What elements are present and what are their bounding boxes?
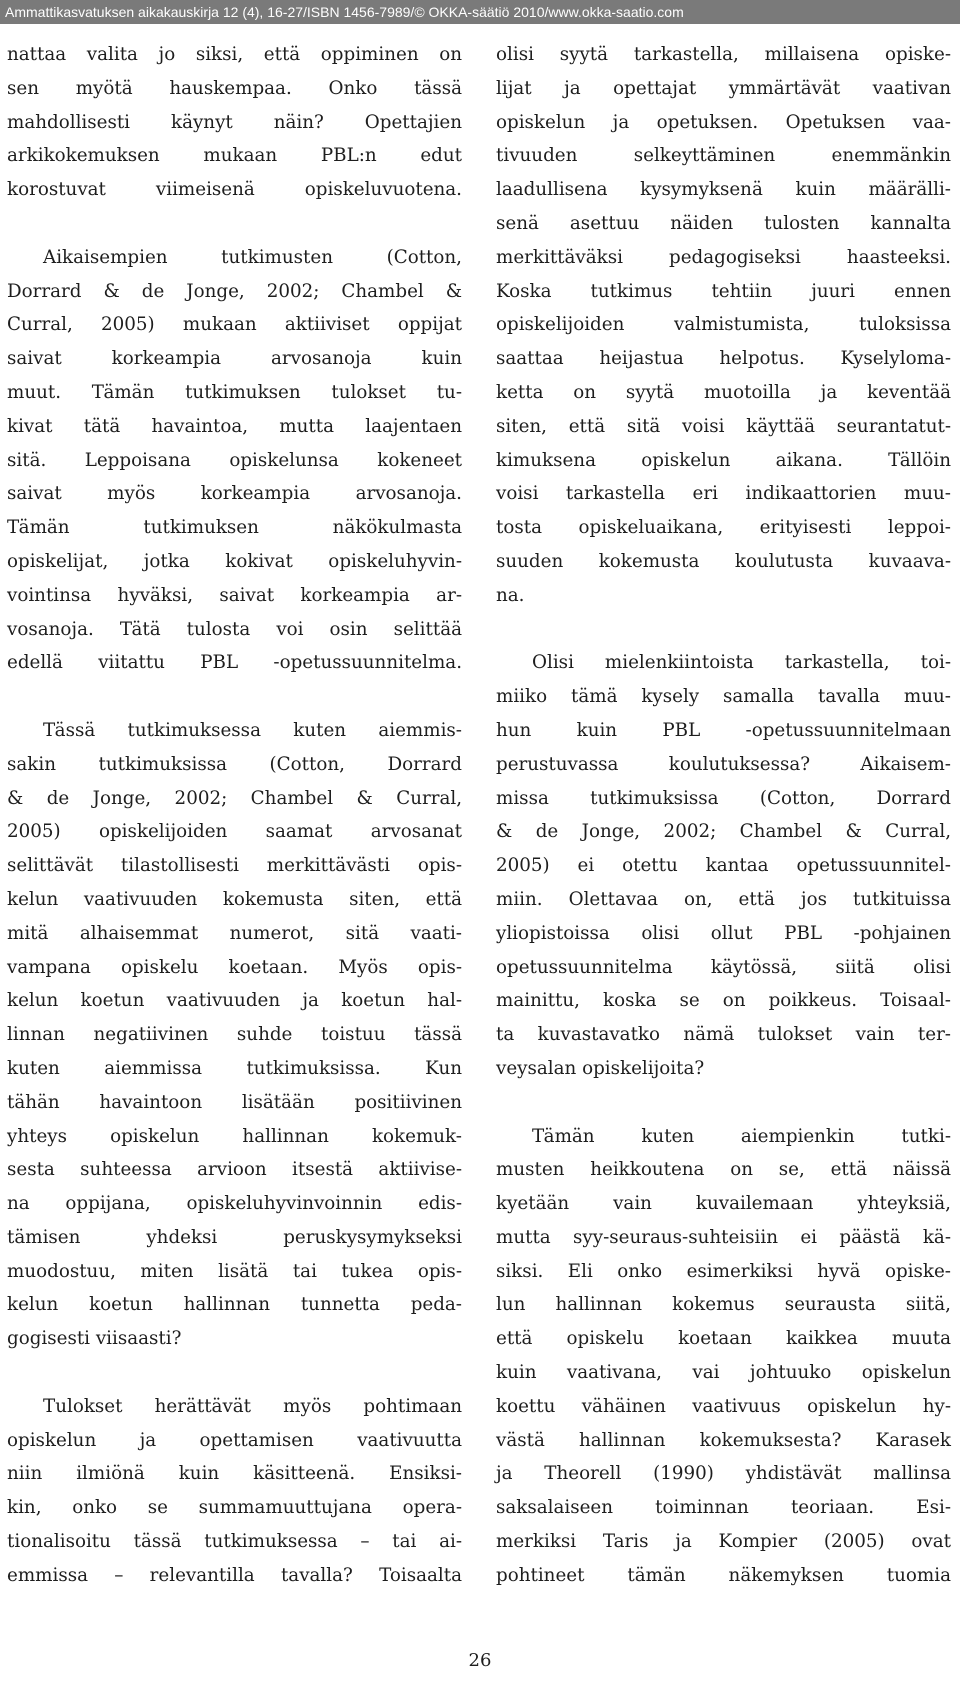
text-line: miiko tämä kysely samalla tavalla muu-	[496, 686, 951, 708]
text-line: saattaa heijastua helpotus. Kyselyloma-	[496, 348, 951, 370]
text-line: Curral, 2005) mukaan aktiiviset oppijat	[7, 314, 462, 336]
text-line: sitä. Leppoisana opiskelunsa kokeneet	[7, 449, 462, 471]
text-line: siten, että sitä voisi käyttää seurantatut-	[496, 415, 951, 437]
text-line: kin, onko se summamuuttujana opera-	[7, 1497, 462, 1519]
text-line: mutta syy-seuraus-suhteisiin ei päästä kä-	[496, 1226, 951, 1248]
text-line: na.	[496, 584, 525, 606]
text-line: voisi tarkastella eri indikaattorien muu-	[496, 483, 951, 505]
text-line: saivat korkeampia arvosanoja kuin	[7, 348, 462, 370]
text-line: na oppijana, opiskeluhyvinvoinnin edis-	[7, 1193, 462, 1215]
text-line: Tämän kuten aiempienkin tutki-	[532, 1125, 951, 1147]
text-line: kelun koetun vaativuuden ja koetun hal-	[7, 990, 462, 1012]
text-line: suuden kokemusta koulutusta kuvaava-	[496, 550, 951, 572]
text-line: yliopistoissa olisi ollut PBL -pohjainen	[496, 922, 951, 944]
paragraph-right-3	[496, 1120, 951, 1593]
text-line: perustuvassa koulutuksessa? Aikaisem-	[496, 753, 951, 775]
text-line: opiskelijat, jotka kokivat opiskeluhyvin-	[7, 550, 462, 572]
text-line: selittävät tilastollisesti merkittävästi opis-	[7, 855, 462, 877]
text-line: emmissa – relevantilla tavalla? Toisaalta	[7, 1564, 462, 1586]
text-line: nattaa valita jo siksi, että oppiminen on	[7, 44, 462, 65]
text-line: pohtineet tämän näkemyksen tuomia	[496, 1564, 951, 1586]
text-line: & de Jonge, 2002; Chambel & Curral,	[496, 821, 951, 843]
right-column	[496, 38, 951, 1593]
left-column	[7, 38, 462, 1593]
text-line: laadullisena kysymyksenä kuin määrälli-	[496, 179, 951, 201]
text-line: Tulokset herättävät myös pohtimaan	[43, 1395, 462, 1417]
text-line: missa tutkimuksissa (Cotton, Dorrard	[496, 787, 951, 809]
text-line: lun hallinnan kokemus seurausta siitä,	[496, 1294, 951, 1316]
text-line: kelun koetun hallinnan tunnetta peda-	[7, 1294, 462, 1316]
text-line: Aikaisempien tutkimusten (Cotton,	[43, 246, 462, 268]
text-line: vosanoja. Tätä tulosta voi osin selittää	[7, 618, 462, 640]
text-line: tähän havaintoon lisätään positiivinen	[7, 1091, 462, 1113]
text-line: vointinsa hyväksi, saivat korkeampia ar-	[7, 584, 462, 606]
text-line: & de Jonge, 2002; Chambel & Curral,	[7, 787, 462, 809]
running-header: Ammattikasvatuksen aikakauskirja 12 (4), 16-27/ISBN 1456-7989/© OKKA-säätiö 2010/www.okka-saatio.com	[0, 0, 960, 24]
text-line: arkikokemuksen mukaan PBL:n edut	[7, 145, 462, 167]
text-line: tämisen yhdeksi peruskysymykseksi	[7, 1226, 462, 1248]
text-line: mainittu, koska se on poikkeus. Toisaal-	[496, 990, 951, 1012]
text-line: korostuvat viimeisenä opiskeluvuotena.	[7, 179, 462, 201]
text-line: Olisi mielenkiintoista tarkastella, toi-	[532, 652, 951, 674]
paragraph-right-1	[496, 38, 951, 613]
text-line: kuten aiemmissa tutkimuksissa. Kun	[7, 1057, 462, 1079]
text-line: kimuksena opiskelun aikana. Tällöin	[496, 449, 951, 471]
text-line: saksalaiseen toiminnan teoriaan. Esi-	[496, 1497, 951, 1519]
paragraph-left-1	[7, 38, 462, 207]
text-line: yhteys opiskelun hallinnan kokemuk-	[7, 1125, 462, 1147]
text-line: lijat ja opettajat ymmärtävät vaativan	[496, 77, 951, 99]
text-line: sen myötä hauskempaa. Onko tässä	[7, 77, 462, 99]
text-line: koettu vähäinen vaativuus opiskelun hy-	[496, 1395, 951, 1417]
text-line: ketta on syytä muotoilla ja keventää	[496, 381, 951, 403]
text-line: kelun vaativuuden kokemusta siten, että	[7, 888, 462, 910]
text-line: senä asettuu näiden tulosten kannalta	[496, 212, 951, 234]
page-number: 26	[468, 1650, 492, 1671]
text-line: gogisesti viisaasti?	[7, 1328, 182, 1350]
text-line: tosta opiskeluaikana, erityisesti leppoi-	[496, 517, 951, 539]
paragraph-left-4	[7, 1390, 462, 1593]
text-line: hun kuin PBL -opetussuunnitelmaan	[496, 719, 951, 741]
text-line: tivuuden selkeyttäminen enemmänkin	[496, 145, 951, 167]
text-line: opiskelun ja opetuksen. Opetuksen vaa-	[496, 111, 951, 133]
text-line: linnan negatiivinen suhde toistuu tässä	[7, 1024, 462, 1046]
text-line: västä hallinnan kokemuksesta? Karasek	[496, 1429, 951, 1451]
text-line: muodostuu, miten lisätä tai tukea opis-	[7, 1260, 462, 1282]
paragraph-left-3	[7, 714, 462, 1356]
text-line: saivat myös korkeampia arvosanoja.	[7, 483, 462, 505]
text-line: sesta suhteessa arvioon itsestä aktiivise-	[7, 1159, 462, 1181]
text-line: mahdollisesti käynyt näin? Opettajien	[7, 111, 462, 133]
text-line: sakin tutkimuksissa (Cotton, Dorrard	[7, 753, 462, 775]
paragraph-right-2	[496, 646, 951, 1085]
text-line: kivat tätä havaintoa, mutta laajentaen	[7, 415, 462, 437]
text-line: niin ilmiönä kuin käsitteenä. Ensiksi-	[7, 1463, 462, 1485]
text-line: opetussuunnitelma käytössä, siitä olisi	[496, 956, 951, 978]
text-line: muut. Tämän tutkimuksen tulokset tu-	[7, 381, 462, 403]
text-line: ja Theorell (1990) yhdistävät mallinsa	[496, 1463, 951, 1485]
text-line: musten heikkoutena on se, että näissä	[496, 1159, 951, 1181]
text-line: edellä viitattu PBL -opetussuunnitelma.	[7, 652, 462, 674]
text-line: olisi syytä tarkastella, millaisena opiske-	[496, 44, 951, 65]
text-line: 2005) opiskelijoiden saamat arvosanat	[7, 821, 462, 843]
text-line: vampana opiskelu koetaan. Myös opis-	[7, 956, 462, 978]
text-line: kuin vaativana, vai johtuuko opiskelun	[496, 1362, 951, 1384]
text-line: Dorrard & de Jonge, 2002; Chambel &	[7, 280, 462, 302]
text-line: merkiksi Taris ja Kompier (2005) ovat	[496, 1531, 951, 1553]
text-line: siksi. Eli onko esimerkiksi hyvä opiske-	[496, 1260, 951, 1282]
text-line: että opiskelu koetaan kaikkea muuta	[496, 1328, 951, 1350]
text-line: 2005) ei otettu kantaa opetussuunnitel-	[496, 855, 951, 877]
text-line: tionalisoitu tässä tutkimuksessa – tai ai-	[7, 1531, 462, 1553]
paragraph-left-2	[7, 241, 462, 680]
text-line: opiskelun ja opettamisen vaativuutta	[7, 1429, 462, 1451]
text-line: Tässä tutkimuksessa kuten aiemmis-	[43, 719, 462, 741]
text-line: ta kuvastavatko nämä tulokset vain ter-	[496, 1024, 951, 1046]
text-line: veysalan opiskelijoita?	[496, 1057, 705, 1079]
text-line: opiskelijoiden valmistumista, tuloksissa	[496, 314, 951, 336]
text-line: kyetään vain kuvailemaan yhteyksiä,	[496, 1193, 951, 1215]
text-line: Koska tutkimus tehtiin juuri ennen	[496, 280, 951, 302]
text-line: mitä alhaisemmat numerot, sitä vaati-	[7, 922, 462, 944]
text-line: miin. Olettavaa on, että jos tutkituissa	[496, 888, 951, 910]
text-line: Tämän tutkimuksen näkökulmasta	[7, 517, 462, 539]
text-line: merkittäväksi pedagogiseksi haasteeksi.	[496, 246, 951, 268]
